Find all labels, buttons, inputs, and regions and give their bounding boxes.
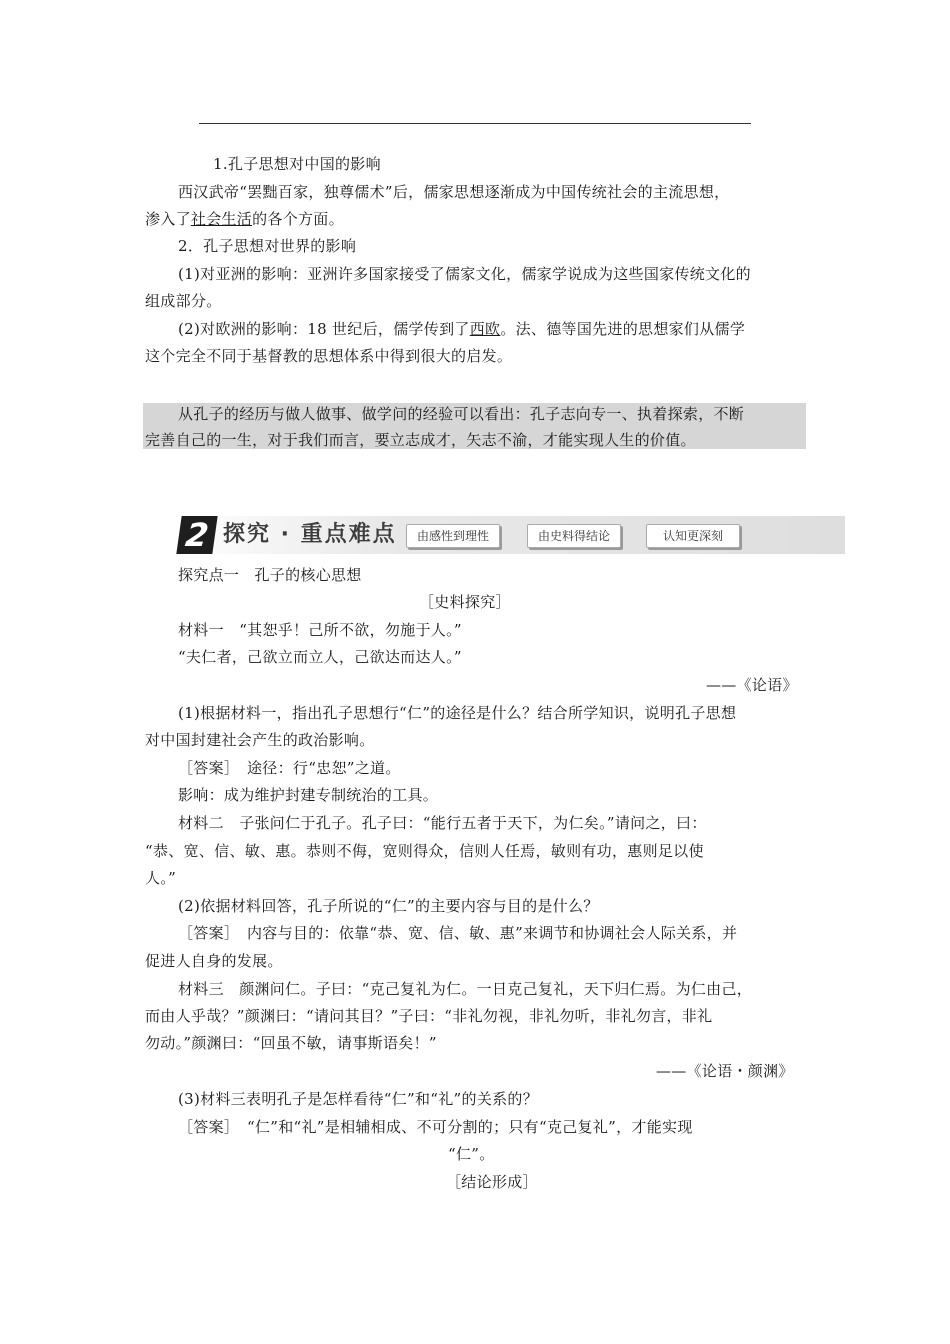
- paragraph-line: 渗入了社会生活的各个方面。: [145, 210, 344, 228]
- question-line: (1)根据材料一，指出孔子思想行“仁”的途径是什么？结合所学知识，说明孔子思想: [178, 704, 737, 722]
- heading-world-influence: 2．孔子思想对世界的影响: [178, 237, 357, 255]
- answer-line: ［答案］ “仁”和“礼”是相辅相成、不可分割的；只有“克己复礼”，才能实现: [178, 1118, 693, 1136]
- source-citation: ——《论语・颜渊》: [656, 1062, 794, 1080]
- material-line: 勿动。”颜渊曰：“回虽不敏，请事斯语矣！”: [145, 1034, 437, 1052]
- answer-line: ［答案］ 内容与目的：依靠“恭、宽、信、敏、惠”来调节和协调社会人际关系，并: [178, 924, 738, 942]
- banner-tag: 认知更深刻: [646, 524, 740, 548]
- answer-line: 影响：成为维护封建专制统治的工具。: [178, 786, 439, 804]
- term-social-life: 社会生活: [190, 210, 253, 228]
- summary-line: 从孔子的经历与做人做事、做学问的经验可以看出：孔子志向专一、执着探索，不断: [178, 405, 745, 423]
- subhead-conclusion: ［结论形成］: [446, 1173, 538, 1191]
- material-line: 材料二 子张问仁于孔子。孔子曰：“能行五者于天下，为仁矣。”请问之，曰：: [178, 814, 707, 832]
- answer-line: “仁”。: [448, 1145, 495, 1163]
- paragraph-line: (1)对亚洲的影响：亚洲许多国家接受了儒家文化，儒家学说成为这些国家传统文化的: [178, 265, 751, 283]
- summary-line: 完善自己的一生，对于我们而言，要立志成才，矢志不渝，才能实现人生的价值。: [145, 431, 696, 449]
- material-line: 而由人乎哉？”颜渊曰：“请问其目？”子曰：“非礼勿视，非礼勿听，非礼勿言，非礼: [145, 1007, 713, 1025]
- answer-line: ［答案］ 途径：行“忠恕”之道。: [178, 759, 401, 777]
- paragraph-line: 西汉武帝“罢黜百家，独尊儒术”后，儒家思想逐渐成为中国传统社会的主流思想，: [178, 183, 730, 201]
- explore-point-title: 探究点一 孔子的核心思想: [178, 566, 362, 584]
- material-line: “恭、宽、信、敏、惠。恭则不侮，宽则得众，信则人任焉，敏则有功，惠则足以使: [145, 842, 704, 860]
- material-line: 材料一 “其恕乎！己所不欲，勿施于人。”: [178, 621, 462, 639]
- source-citation: ——《论语》: [706, 676, 798, 694]
- top-rule: [199, 123, 751, 124]
- question-line: (3)材料三表明孔子是怎样看待“仁”和“礼”的关系的？: [178, 1090, 539, 1108]
- paragraph-line: 组成部分。: [145, 292, 222, 310]
- subhead-source-explore: ［史料探究］: [419, 593, 511, 611]
- question-line: (2)依据材料回答，孔子所说的“仁”的主要内容与目的是什么？: [178, 897, 599, 915]
- section-number-badge: 2: [176, 516, 217, 554]
- material-line: 人。”: [145, 869, 177, 887]
- heading-china-influence: 1.孔子思想对中国的影响: [213, 155, 381, 173]
- answer-line: 促进人自身的发展。: [145, 952, 283, 970]
- banner-tag: 由感性到理性: [406, 524, 500, 548]
- banner-tag: 由史料得结论: [527, 524, 621, 548]
- material-line: “夫仁者，己欲立而立人，己欲达而达人。”: [178, 648, 462, 666]
- paragraph-line: 这个完全不同于基督教的思想体系中得到很大的启发。: [145, 347, 513, 365]
- section-banner: [177, 516, 845, 554]
- question-line: 对中国封建社会产生的政治影响。: [145, 731, 375, 749]
- banner-title: 探究 · 重点难点: [223, 522, 397, 547]
- material-line: 材料三 颜渊问仁。子曰：“克己复礼为仁。一日克己复礼，天下归仁焉。为仁由己，: [178, 980, 753, 998]
- paragraph-line: (2)对欧洲的影响：18 世纪后，儒学传到了西欧。法、德等国先进的思想家们从儒学: [178, 320, 746, 338]
- term-western-europe: 西欧: [469, 320, 501, 338]
